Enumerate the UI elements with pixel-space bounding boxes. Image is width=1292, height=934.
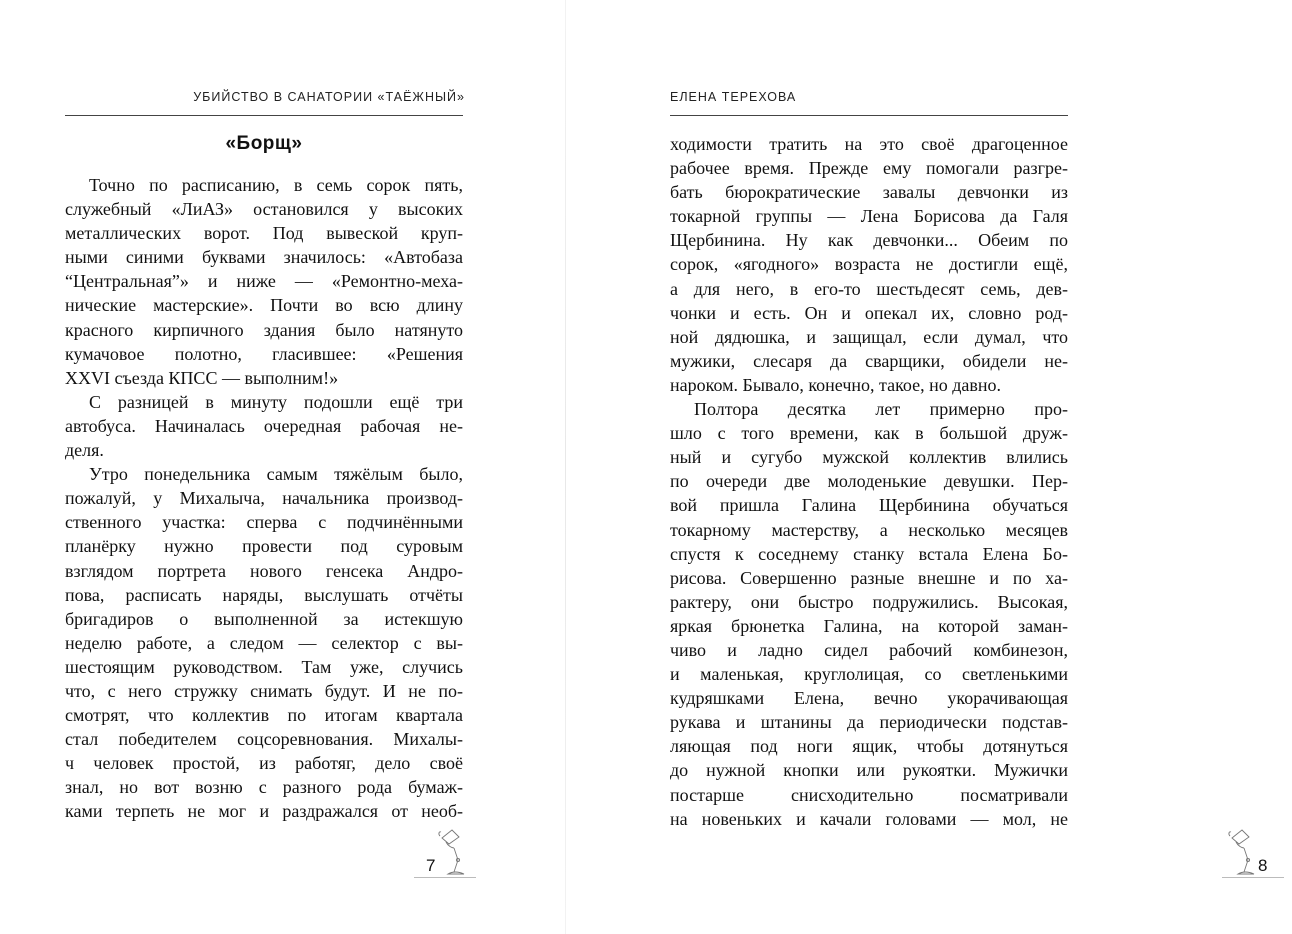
- text-line: стал победителем соцсоревнования. Михалы-: [65, 729, 463, 750]
- running-head-author: ЕЛЕНА ТЕРЕХОВА: [670, 90, 797, 104]
- chapter-title: «Борщ»: [225, 133, 303, 154]
- page-folio: [410, 828, 480, 880]
- header-rule: [65, 115, 463, 116]
- text-line: С разницей в минуту подошли ещё три: [89, 391, 463, 412]
- text-line: токарному мастерству, а несколько месяцев: [670, 519, 1068, 540]
- text-line: смотрят, что коллектив по итогам квартала: [65, 705, 463, 726]
- text-line: яркая брюнетка Галина, на которой заман-: [670, 615, 1068, 636]
- text-line: что, с него стружку снимать будут. И не по-: [65, 680, 463, 701]
- text-line: чиво и ладно сидел рабочий комбинезон,: [670, 639, 1068, 660]
- left-page: [0, 0, 565, 934]
- text-line: ч человек простой, из работяг, дело своё: [65, 753, 463, 774]
- text-line: ный и сугубо мужской коллектив влились: [670, 447, 1068, 468]
- text-line: рисова. Совершенно разные внешне и по ха-: [670, 567, 1068, 588]
- text-line: кумачовое полотно, гласившее: «Решения: [65, 343, 463, 364]
- folio-baseline: [1222, 877, 1284, 878]
- running-head-book-title: УБИЙСТВО В САНАТОРИИ «ТАЁЖНЫЙ»: [193, 90, 465, 104]
- body-text: [65, 173, 463, 824]
- text-line: и маленькая, круглолицая, со светленькими: [670, 664, 1068, 685]
- text-line: взглядом портрета нового генсека Андро-: [65, 560, 463, 581]
- page-number: 8: [1258, 856, 1268, 875]
- text-line: ляющая под ноги ящик, чтобы дотянуться: [670, 736, 1068, 757]
- text-line: рукава и штанины да периодически подстав-: [670, 712, 1068, 733]
- body-text: [670, 132, 1068, 831]
- text-line: планёрку нужно провести под суровым: [65, 536, 463, 557]
- header-rule: [670, 115, 1068, 116]
- text-line: неделю работе, а следом — селектор с вы-: [65, 632, 463, 653]
- text-line: ными синими буквами значилось: «Автобаза: [65, 247, 463, 268]
- text-line: Утро понедельника самым тяжёлым было,: [89, 464, 463, 485]
- page-number: 7: [426, 856, 436, 875]
- text-line: красного кирпичного здания было натянуто: [65, 319, 463, 340]
- text-line: нические мастерские». Почти во всю длину: [65, 295, 463, 316]
- text-line: нароком. Бывало, конечно, такое, но давно.: [670, 374, 1002, 395]
- text-line: XXVI съезда КПСС — выполним!»: [65, 367, 339, 388]
- text-line: рактеру, они быстро подружились. Высокая,: [670, 591, 1068, 612]
- text-line: Точно по расписанию, в семь сорок пять,: [89, 175, 463, 195]
- text-line: кудряшками Елена, вечно укорачивающая: [670, 688, 1068, 709]
- text-line: ходимости тратить на это своё драгоценное: [670, 134, 1068, 154]
- text-line: рабочее время. Прежде ему помогали разгре-: [670, 158, 1068, 179]
- text-line: мужики, слесаря да сварщики, обидели не-: [670, 350, 1068, 371]
- desk-lamp-icon: [432, 828, 476, 880]
- text-line: бригадиров о выполненной за истекшую: [65, 608, 463, 629]
- text-line: автобуса. Начиналась очередная рабочая не-: [65, 415, 463, 436]
- text-line: шестоящим руководством. Там уже, случись: [65, 656, 463, 677]
- text-line: чонки и есть. Он и опекал их, словно род-: [670, 302, 1068, 323]
- text-line: бать бюрократические завалы девчонки из: [670, 182, 1068, 203]
- text-line: пожалуй, у Михалыча, начальника производ-: [65, 488, 463, 509]
- page-folio: [1222, 828, 1292, 880]
- text-line: Щербинина. Ну как девчонки... Обеим по: [670, 230, 1068, 251]
- text-line: пова, расписать наряды, выслушать отчёты: [65, 584, 463, 605]
- text-line: сорок, «ягодного» возраста не достигли ещё,: [670, 254, 1068, 275]
- text-line: спустя к соседнему станку встала Елена Бо-: [670, 543, 1068, 564]
- text-line: служебный «ЛиАЗ» остановился у высоких: [65, 199, 463, 220]
- text-line: “Центральная”» и ниже — «Ремонтно-меха-: [65, 271, 463, 292]
- text-line: постарше снисходительно посматривали: [670, 784, 1068, 805]
- text-line: ками терпеть не мог и раздражался от необ-: [65, 801, 463, 822]
- text-line: металлических ворот. Под вывеской круп-: [65, 223, 463, 244]
- text-line: вой пришла Галина Щербинина обучаться: [670, 495, 1068, 516]
- text-line: по очереди две молоденькие девушки. Пер-: [670, 471, 1068, 492]
- text-line: шло с того времени, как в большой друж-: [670, 423, 1068, 444]
- text-line: на новеньких и качали головами — мол, не: [670, 808, 1068, 829]
- text-line: ной дядюшка, и защищал, если думал, что: [670, 326, 1068, 347]
- text-line: а для него, в его-то шестьдесят семь, дев-: [670, 278, 1068, 299]
- text-line: ственного участка: сперва с подчинёнными: [65, 512, 463, 533]
- folio-baseline: [414, 877, 476, 878]
- text-line: деля.: [65, 440, 104, 461]
- text-line: токарной группы — Лена Борисова да Галя: [670, 206, 1068, 227]
- right-page: [566, 0, 1268, 934]
- text-line: знал, но вот возню с разного рода бумаж-: [65, 777, 463, 798]
- text-line: до нужной кнопки или рукоятки. Мужички: [670, 760, 1068, 781]
- text-line: Полтора десятка лет примерно про-: [694, 399, 1068, 420]
